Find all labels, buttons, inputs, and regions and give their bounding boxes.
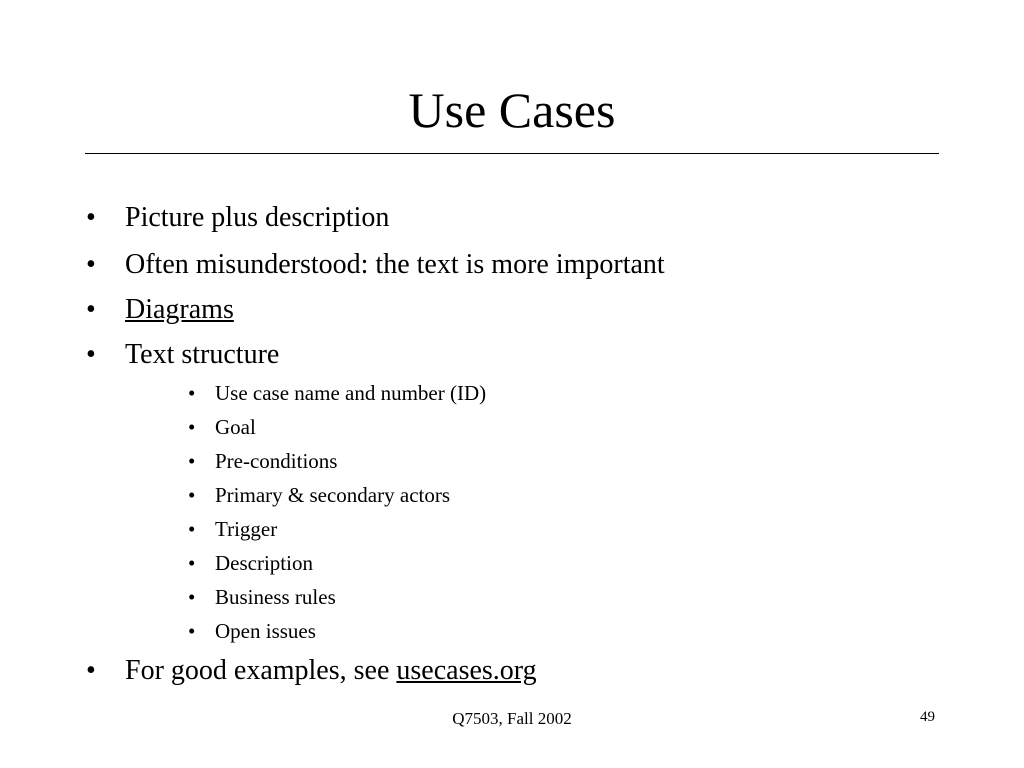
slide-footer: Q7503, Fall 2002 (452, 709, 572, 728)
title-divider (85, 153, 939, 154)
bullet-often-misunderstood: Often misunderstood: the text is more important (125, 249, 665, 280)
sub-bullet-glyph: • (188, 619, 196, 643)
sub-bullet-glyph: • (188, 381, 196, 405)
bullet-glyph: • (86, 202, 96, 233)
sub-bullet-business-rules: Business rules (215, 585, 336, 609)
usecases-org-link[interactable]: usecases.org (396, 655, 537, 686)
sub-bullet-glyph: • (188, 585, 196, 609)
sub-bullet-pre-conditions: Pre-conditions (215, 449, 338, 473)
sub-bullet-use-case-name: Use case name and number (ID) (215, 381, 487, 405)
diagrams-link[interactable]: Diagrams (125, 294, 234, 325)
sub-bullet-trigger: Trigger (215, 517, 278, 541)
sub-bullet-open-issues: Open issues (215, 619, 316, 643)
sub-bullet-goal: Goal (215, 415, 256, 439)
bullet-glyph: • (86, 294, 96, 325)
bullet-good-examples (125, 654, 537, 688)
bullet-text-structure: Text structure (125, 339, 280, 370)
sub-bullet-glyph: • (188, 449, 196, 473)
good-examples-text: For good examples, see (125, 655, 397, 686)
sub-bullet-description: Description (215, 551, 313, 575)
sub-bullet-glyph: • (188, 551, 196, 575)
bullet-picture-plus-description: Picture plus description (125, 202, 390, 233)
bullet-glyph: • (86, 655, 96, 686)
sub-bullet-glyph: • (188, 483, 196, 507)
page-number: 49 (920, 709, 935, 725)
bullet-glyph: • (86, 249, 96, 280)
bullet-glyph: • (86, 339, 96, 370)
slide-title: Use Cases (408, 82, 616, 138)
sub-bullet-glyph: • (188, 517, 196, 541)
sub-bullet-actors: Primary & secondary actors (215, 483, 451, 507)
sub-bullet-glyph: • (188, 415, 196, 439)
